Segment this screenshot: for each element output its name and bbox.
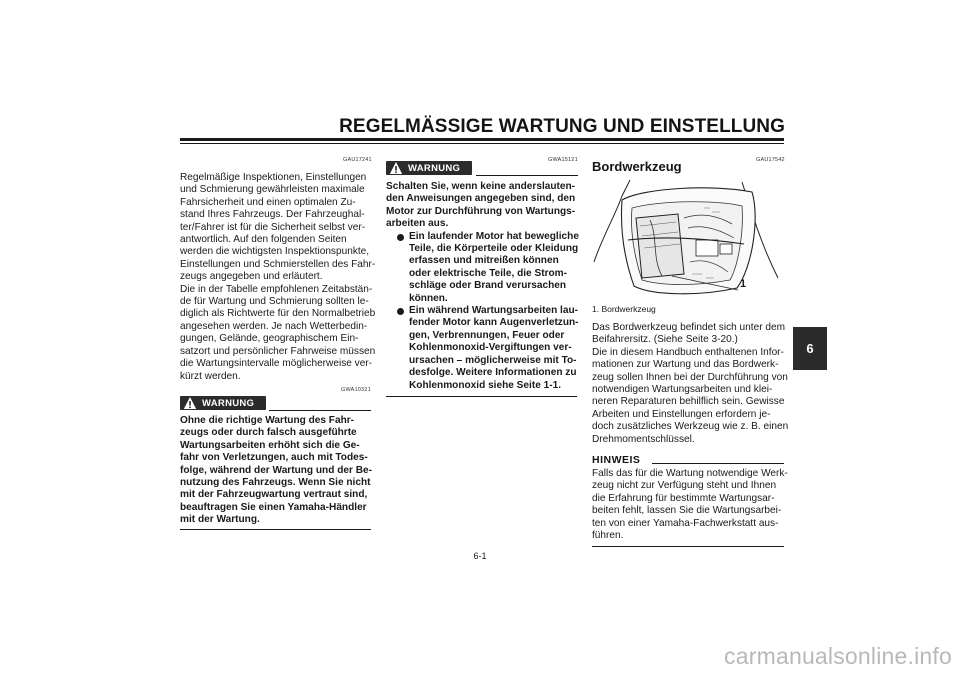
list-item: Ein während Wartungsarbeiten lau- fender Motor kann Augenverletzun- gen, Verbrennungen, Feuer oder Kohlenmonoxid-Vergiftungen ver- ursachen – möglicherweise mit To- desfolge. Weitere Informationen zu Kohlenmonoxid siehe Seite 1-1.: [386, 305, 586, 392]
warning-label: WARNUNG: [408, 162, 461, 174]
chapter-tab: [793, 327, 827, 370]
warning-text: Ohne die richtige Wartung des Fahr- zeugs oder durch falsch ausgeführte Wartungsarbeiten erhöht sich die Ge- fahr von Verletzungen, auch mit Todes- folge, während der Wartung und der Be- nutzung des Fahrzeugs. Wenn Sie nicht mit der Fahrzeugwartung vertraut sind, beauftragen Sie einen Yamaha-Händler mit der Wartung.: [180, 415, 372, 526]
watermark: carmanualsonline.info: [724, 643, 952, 669]
section-code: GAU17241: [343, 157, 372, 163]
warning-label: WARNUNG: [202, 397, 255, 409]
warning-bottom-rule: [180, 529, 371, 530]
section-code: GAU17542: [756, 157, 785, 163]
hinweis-bottom-rule: [592, 546, 784, 547]
bullet-icon: [397, 234, 404, 241]
warning-text: Schalten Sie, wenn keine anderslauten- den Anweisungen angegeben sind, den Motor zur Durchführung von Wartungs- arbeiten aus. Ein laufender Motor hat bewegliche Teile, die Körperteile oder Kleidung erfassen und mitreißen können oder elektrische Teile, die Strom- schläge oder Brand verursachen können. Ein während Wartungsarbeiten lau- fender Motor kann Augenverletzun- gen, Verbrennungen, Feuer oder Kohlenmonoxid-Vergiftungen ver- ursachen – möglicherweise mit To- desfolge. Weitere Informationen zu Kohlenmonoxid siehe Seite 1-1.: [386, 181, 586, 392]
section-heading: Bordwerkzeug: [592, 159, 682, 174]
warning-bottom-rule: [386, 396, 577, 397]
warning-code: GWA10321: [341, 387, 371, 393]
warning-rule: [476, 175, 578, 176]
hinweis-rule: [652, 463, 784, 464]
toolkit-figure: [592, 178, 784, 300]
list-item: Ein laufender Motor hat bewegliche Teile, die Körperteile oder Kleidung erfassen und mitreißen können oder elektrische Teile, die Strom- schläge oder Brand verursachen können.: [386, 231, 586, 305]
warning-badge: [180, 396, 266, 410]
page-title: REGELMÄSSIGE WARTUNG UND EINSTELLUNG: [339, 116, 785, 137]
toolkit-paragraph: Das Bordwerkzeug befindet sich unter dem Beifahrersitz. (Siehe Seite 3-20.) Die in diesem Handbuch enthaltenen Infor- mationen zur Wartung und das Bordwerk- zeug sollen Ihnen bei der Durchführung von notwendigen Wartungsarbeiten und klei- neren Reparaturen behilflich sein. Gewisse Arbeiten und Einstellungen erfordern je- doch zusätzliches Werkzeug wie z. B. einen Drehmomentschlüssel.: [592, 322, 789, 445]
warning-bullet-list: [386, 231, 586, 392]
warning-badge: [386, 161, 472, 175]
warning-rule: [269, 410, 371, 411]
intro-paragraph: Regelmäßige Inspektionen, Einstellungen und Schmierung gewährleisten maximale Fahrsicherheit und einen optimalen Zu- stand Ihres Fahrzeugs. Der Fahrzeughal- ter/Fahrer ist für die Sicherheit selbst ver- antwortlich. Auf den folgenden Seiten werden die wichtigsten Inspektionspunkte, Einstellungen und Schmierstellen des Fahr- zeugs angegeben und erläutert. Die in der Tabelle empfohlenen Zeitabstän- de für Wartung und Schmierung sollten le- diglich als Richtwerte für den Normalbetrieb angesehen werden. Je nach Wetterbedin- gungen, Gelände, geographischem Ein- satzort und persönlicher Fahrweise müssen die Wartungsintervalle möglicherweise ver- kürzt werden.: [180, 172, 376, 382]
bullet-icon: [397, 308, 404, 315]
figure-caption: 1. Bordwerkzeug: [592, 304, 656, 314]
chapter-tab-number: 6: [806, 341, 814, 356]
warning-triangle-icon: [183, 396, 197, 410]
header-rule-thick: [180, 138, 784, 141]
figure-callout-number: 1: [740, 278, 747, 290]
hinweis-text: Falls das für die Wartung notwendige Werk- zeug nicht zur Verfügung steht und Ihnen die Erfahrung für bestimmte Wartungsar- beiten fehlt, lassen Sie die Wartungsarbei- ten von einer Yamaha-Fachwerkstatt aus- führen.: [592, 468, 788, 542]
hinweis-label: HINWEIS: [592, 454, 641, 466]
warning-triangle-icon: [389, 161, 403, 175]
warning-code: GWA15121: [548, 157, 578, 163]
page-number: 6-1: [473, 551, 487, 561]
header-rule-thin: [180, 143, 784, 144]
